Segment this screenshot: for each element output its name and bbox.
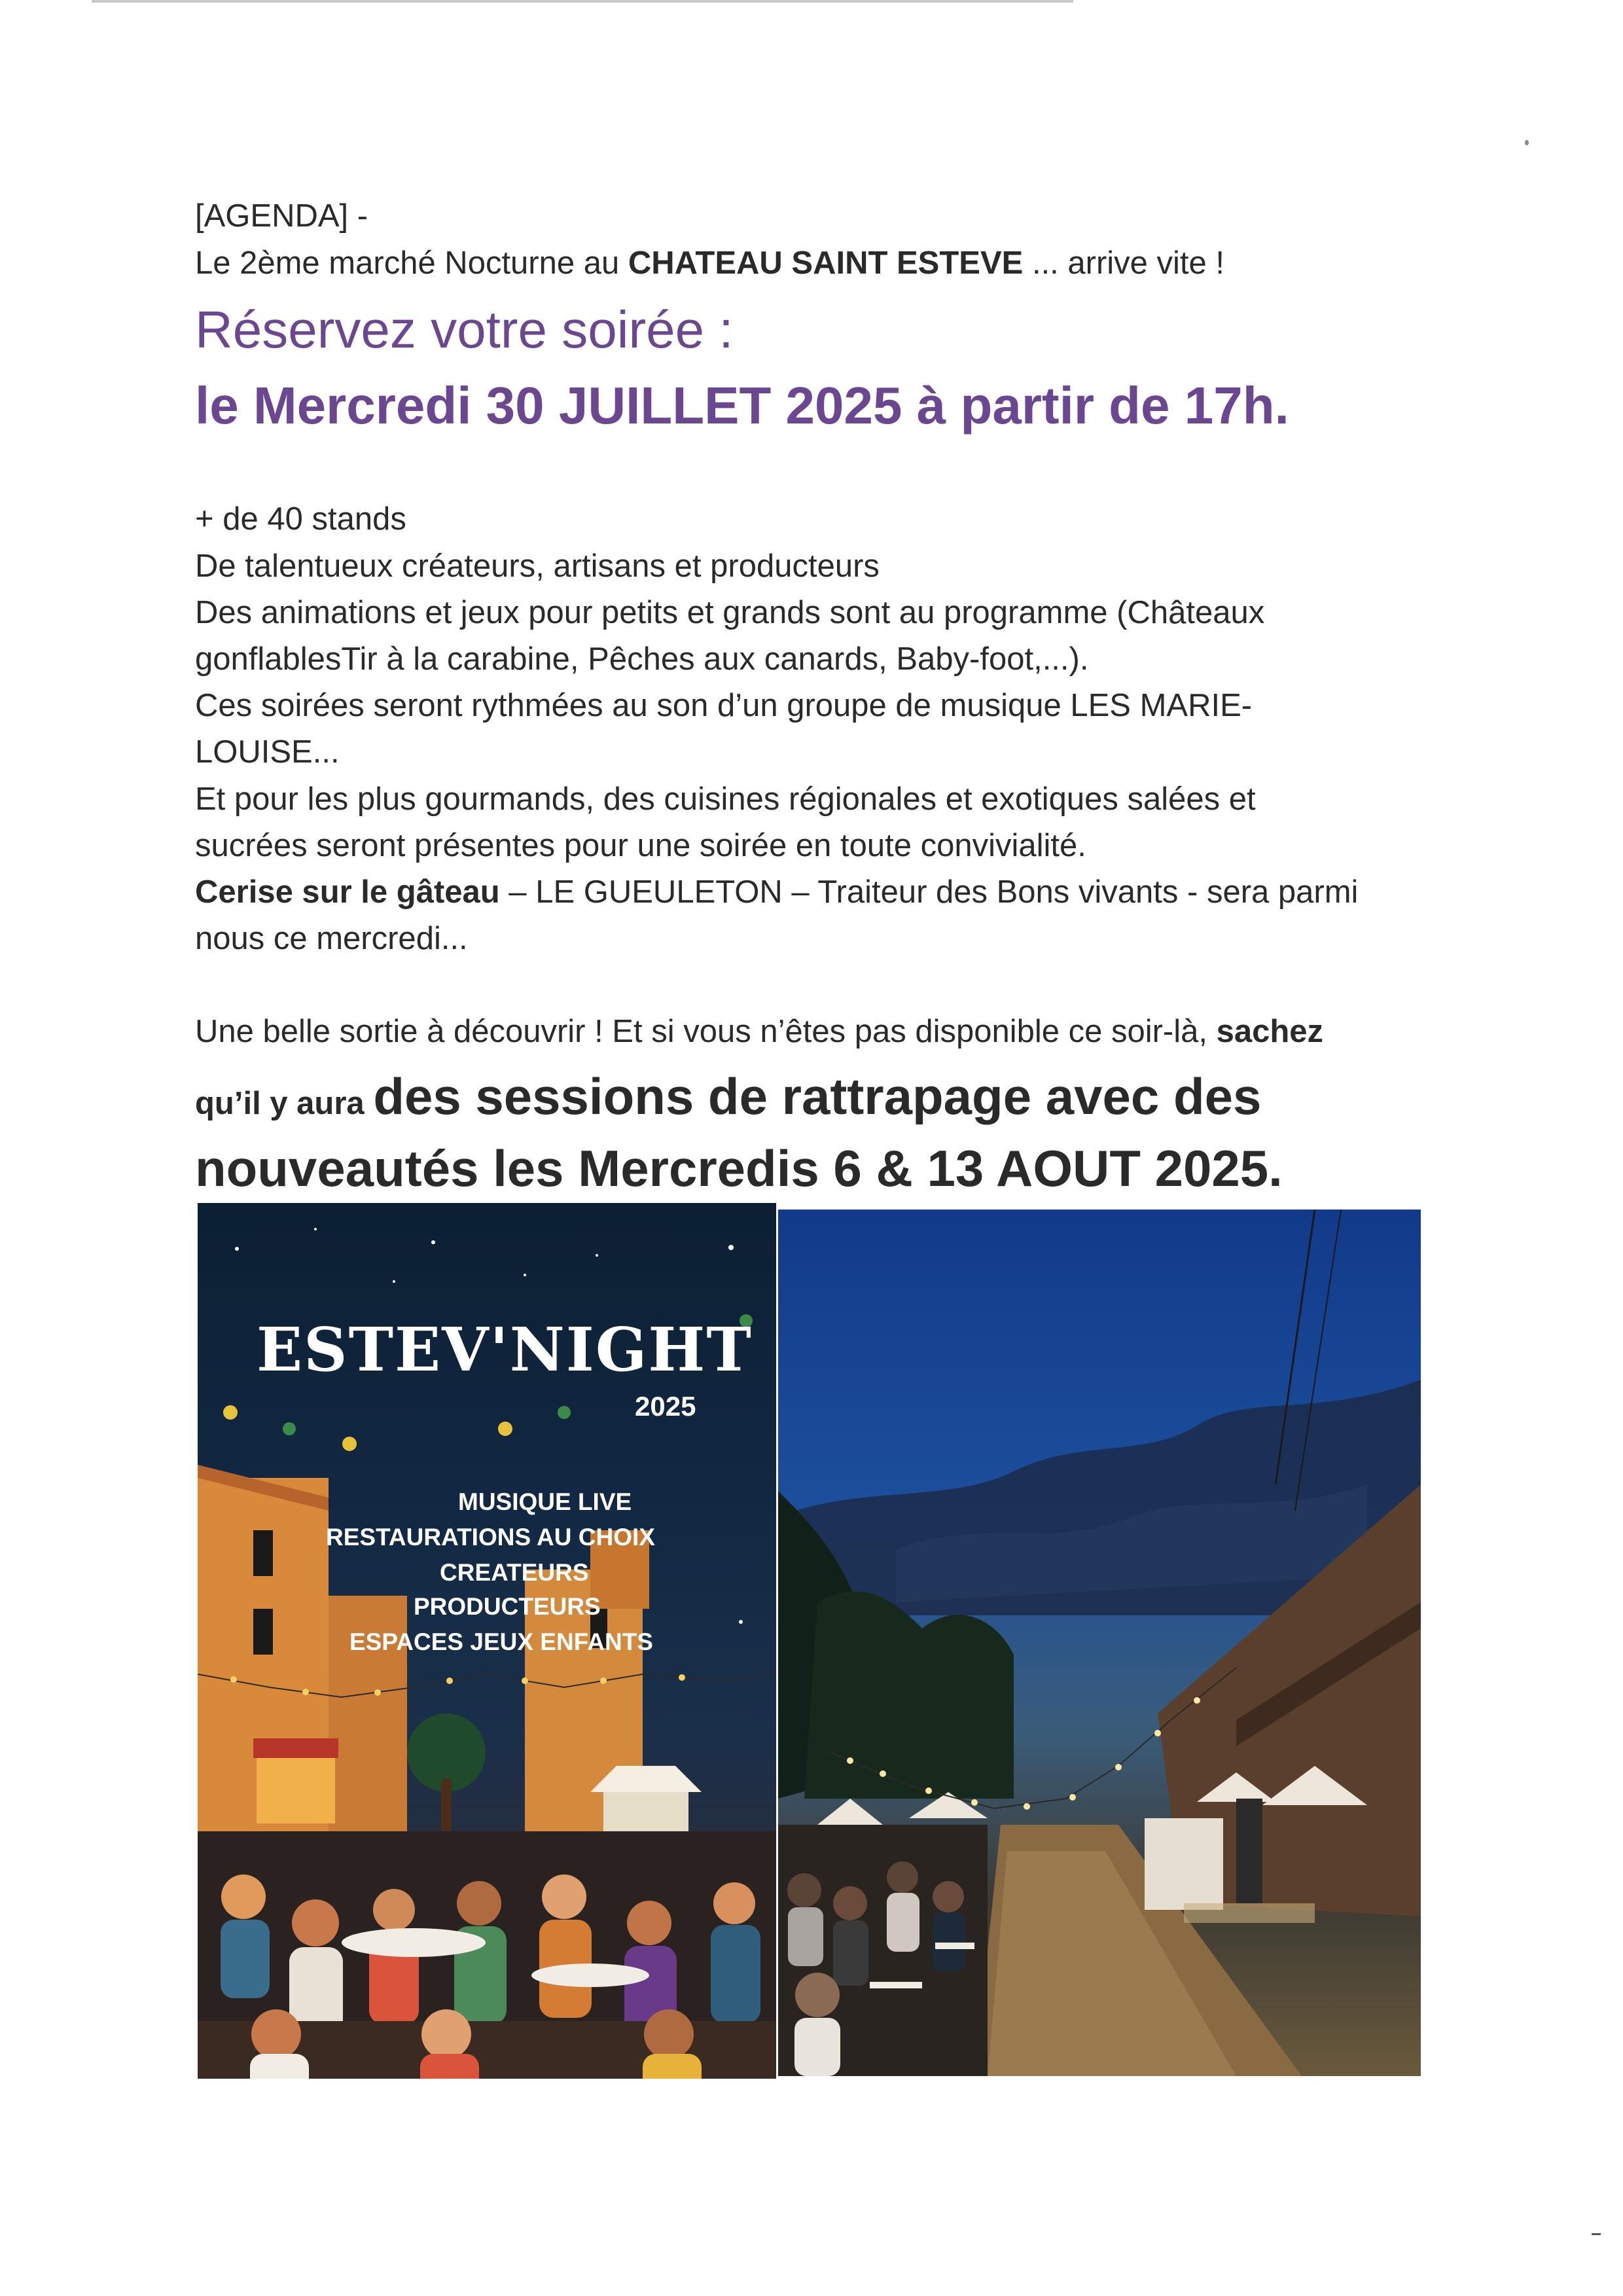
event-intro (195, 243, 1224, 283)
body-line: LOUISE... (195, 734, 340, 770)
poster-item: MUSIQUE LIVE (458, 1488, 632, 1515)
event-date-heading: le Mercredi 30 JUILLET 2025 à partir de 17h. (195, 376, 1289, 435)
sessions-line (195, 1067, 1261, 1141)
body-line: Ces soirées seront rythmées au son d’un groupe de musique LES MARIE- (195, 688, 1253, 723)
poster-item: ESPACES JEUX ENFANTS (349, 1628, 653, 1655)
sessions-intro-text: Une belle sortie à découvrir ! Et si vous n’êtes pas disponible ce soir-là, (195, 1014, 1217, 1049)
poster-item: PRODUCTEURS (414, 1593, 601, 1620)
scan-mark (1592, 2233, 1601, 2235)
poster-title: ESTEV'NIGHT (257, 1314, 753, 1385)
sessions-intro (195, 1012, 1323, 1051)
night-market-photo (778, 1210, 1421, 2076)
scan-top-edge (92, 0, 1073, 3)
venue-name: CHATEAU SAINT ESTEVE (628, 245, 1024, 281)
event-intro-start: Le 2ème marché Nocturne au (195, 245, 628, 281)
body-line: sucrées seront présentes pour une soirée en toute convivialité. (195, 828, 1086, 863)
caterer-text: – LE GUEULETON – Traiteur des Bons vivants - sera parmi (499, 874, 1359, 910)
body-line: Des animations et jeux pour petits et grands sont au programme (Châteaux (195, 595, 1265, 630)
body-line: + de 40 stands (195, 501, 406, 537)
poster-item: RESTAURATIONS AU CHOIX (326, 1524, 655, 1551)
sessions-intro-bold: sachez (1216, 1014, 1324, 1049)
body-line-caterer (195, 872, 1358, 912)
photo-illustration (778, 1210, 1421, 2076)
sessions-dates: nouveautés les Mercredis 6 & 13 AOUT 2025. (195, 1139, 1283, 1197)
cherry-on-top-label: Cerise sur le gâteau (195, 874, 500, 910)
estevnight-poster-image (198, 1203, 776, 2079)
event-intro-end: ... arrive vite ! (1023, 245, 1225, 281)
reserve-heading: Réservez votre soirée : (195, 300, 734, 359)
body-line: Et pour les plus gourmands, des cuisines régionales et exotiques salées et (195, 781, 1256, 817)
poster-item: CREATEURS (440, 1559, 589, 1586)
sessions-small-text: qu’il y aura (195, 1086, 374, 1121)
poster-year: 2025 (635, 1391, 696, 1422)
agenda-label: [AGENDA] - (195, 198, 368, 234)
scan-speck (1525, 140, 1529, 145)
sessions-big-text: des sessions de rattrapage avec des (373, 1067, 1262, 1125)
body-line: gonflablesTir à la carabine, Pêches aux canards, Baby-foot,...). (195, 641, 1089, 677)
body-line: nous ce mercredi... (195, 921, 468, 956)
body-line: De talentueux créateurs, artisans et producteurs (195, 548, 880, 584)
